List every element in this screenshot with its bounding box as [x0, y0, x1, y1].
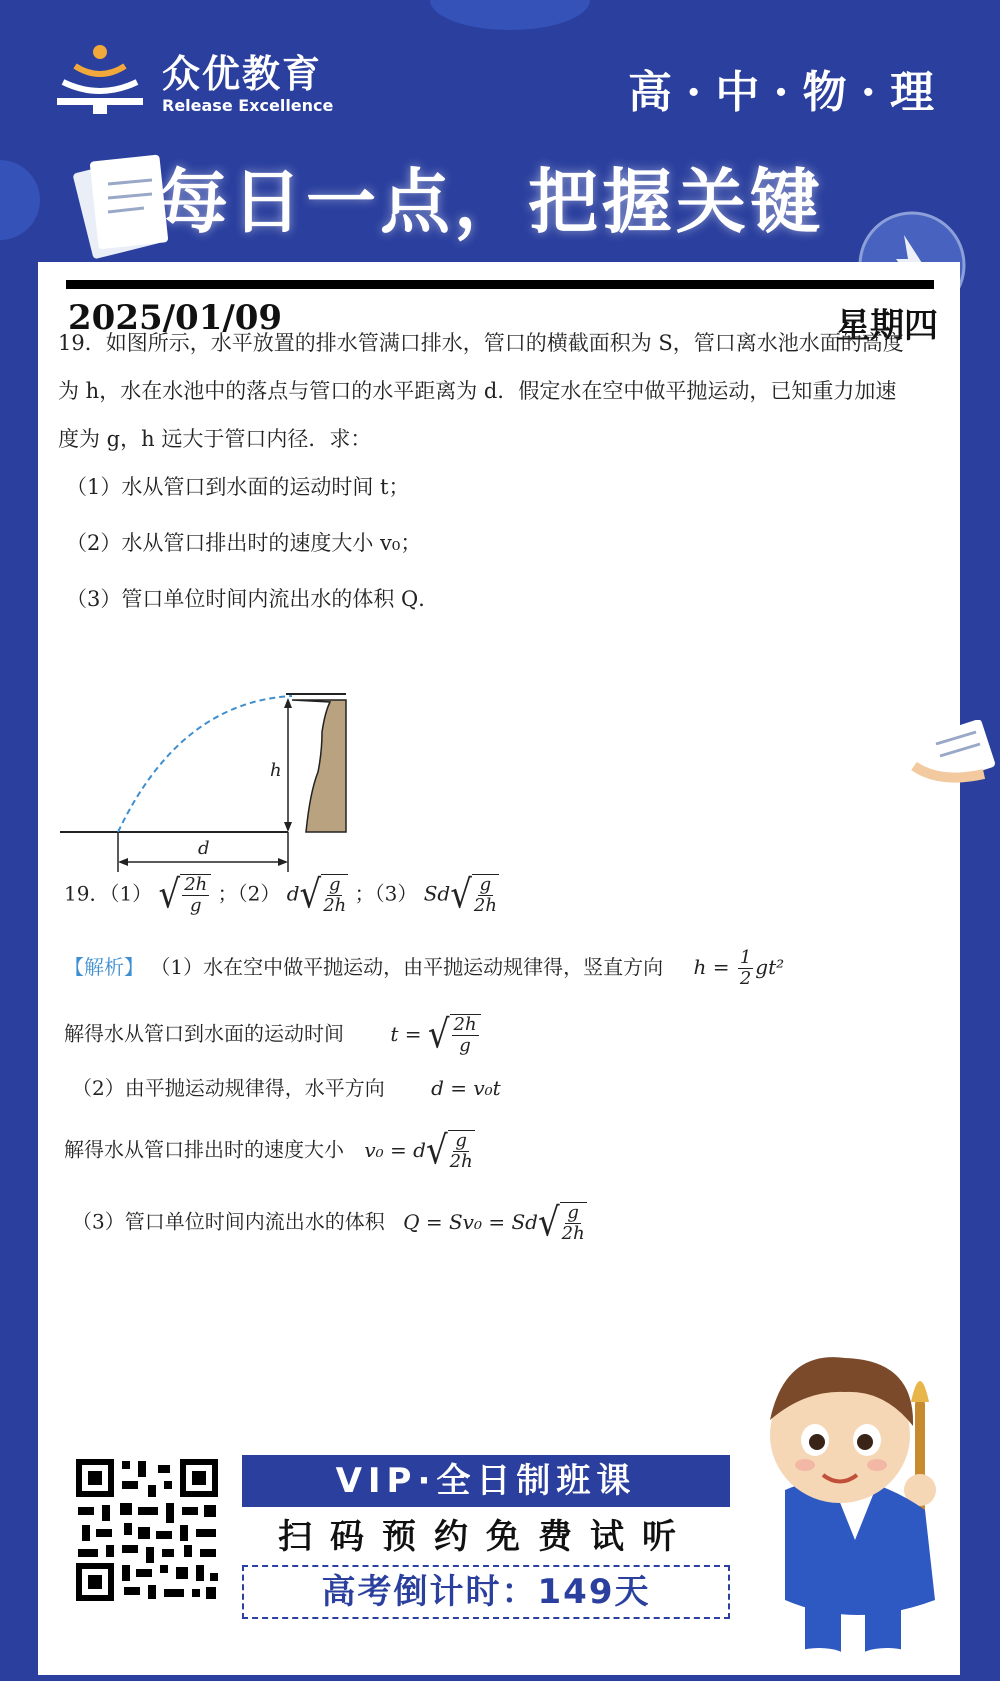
date: 2025/01/09 — [68, 298, 283, 338]
slogan: 每日一点，把握关键 — [158, 161, 824, 243]
label-h: h — [270, 760, 282, 781]
analysis-step2: （2）由平抛运动规律得，水平方向 d = v₀t — [72, 1076, 501, 1100]
answer-sep: ；（3） — [354, 881, 418, 906]
step-text: 解得水从管口到水面的运动时间 — [64, 1021, 344, 1046]
question-text: 为 h，水在水池中的落点与管口的水平距离为 d．假定水在空中做平抛运动，已知重力加速 — [58, 379, 897, 403]
analysis-step2-result: 解得水从管口排出时的速度大小 v₀ = d √ $\frac{g}{2h}$ — [64, 1128, 473, 1174]
question-text: 19．如图所示，水平放置的排水管满口排水，管口的横截面积为 S，管口离水池水面的高度 — [58, 331, 904, 355]
projectile-diagram — [60, 672, 420, 902]
question-part: （2）水从管口排出时的速度大小 v₀； — [66, 531, 422, 555]
brand-name: 众优教育 — [162, 52, 323, 96]
formula: √ $\frac{g}{2h}$ — [450, 872, 497, 918]
mascot-icon — [745, 1340, 970, 1670]
step-text: （2）由平抛运动规律得，水平方向 — [72, 1076, 385, 1100]
step-text: （3）管口单位时间内流出水的体积 — [72, 1209, 385, 1234]
analysis-tag: 【解析】 — [64, 955, 144, 979]
question-part: （1）水从管口到水面的运动时间 t； — [66, 475, 410, 499]
formula: √ $\frac{g}{2h}$ — [299, 872, 347, 918]
step-text: 解得水从管口排出时的速度大小 — [64, 1137, 344, 1162]
label-d: d — [198, 838, 210, 859]
subject-title: 高·中·物·理 — [628, 67, 948, 118]
bg-circle — [0, 160, 40, 240]
paper-icon — [910, 720, 1000, 790]
analysis-step3: （3）管口单位时间内流出水的体积 Q = Sv₀ = Sd √ $\frac{g}{2h}$ — [72, 1200, 585, 1246]
divider — [66, 280, 934, 289]
brand-en: Release Excellence — [162, 96, 334, 115]
answer-prefix: 19．（1） — [64, 881, 153, 906]
qr-code[interactable] — [72, 1455, 222, 1605]
answer-sep: ；（2） — [217, 881, 281, 906]
question-part: （3）管口单位时间内流出水的体积 Q． — [66, 587, 440, 611]
formula: √ $\frac{2h}{g}$ — [159, 874, 212, 916]
analysis-step1: 【解析】 （1）水在空中做平抛运动，由平抛运动规律得，竖直方向 h = $\frac{1}{2}$ gt² — [64, 947, 785, 989]
bg-circle — [430, 0, 590, 30]
question-text: 度为 g，h 远大于管口内径．求： — [58, 427, 372, 451]
weekday: 星期四 — [836, 306, 938, 346]
analysis-step1-result: 解得水从管口到水面的运动时间 t = √ $\frac{2h}{g}$ — [64, 1014, 481, 1056]
trial-cta[interactable]: 扫码预约免费试听 — [278, 1517, 694, 1557]
step-text: （1）水在空中做平抛运动，由平抛运动规律得，竖直方向 — [150, 955, 664, 979]
exam-countdown: 高考倒计时：149天 — [242, 1565, 730, 1619]
brand — [162, 52, 333, 116]
vip-banner: VIP·全日制班课 — [242, 1455, 730, 1507]
answer-summary: 19．（1） √ $\frac{2h}{g}$ ；（2） d √ $\frac{g}{2h}$ ；（3） Sd √ $\frac{g}{2h}$ — [64, 872, 497, 918]
brand-logo — [55, 42, 145, 114]
